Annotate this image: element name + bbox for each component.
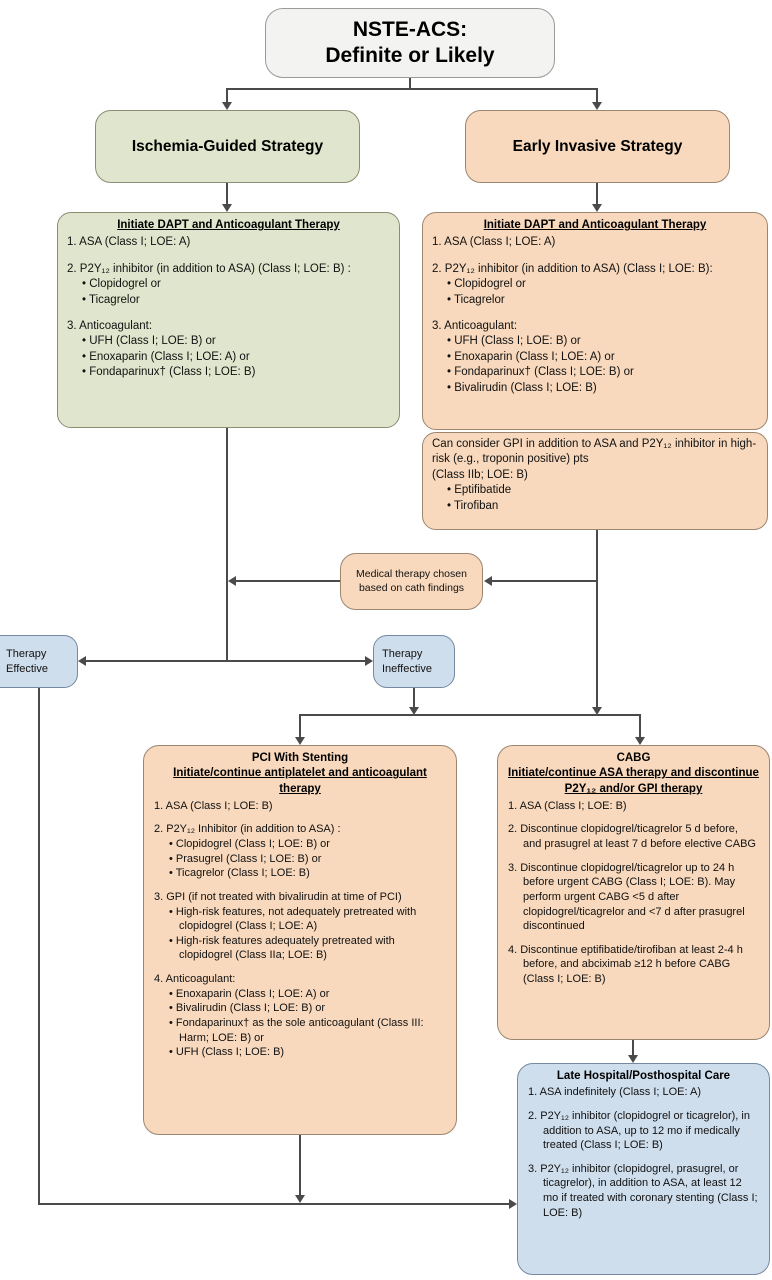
list-line: • Fondaparinux† (Class I; LOE: B) xyxy=(82,366,256,379)
arrowhead-left-icon xyxy=(484,576,492,586)
list-line: 2. P2Y₁₂ inhibitor (in addition to ASA) (Class I; LOE: B) : xyxy=(67,262,351,275)
medical-therapy-box xyxy=(340,553,483,610)
spacer xyxy=(432,308,758,319)
connector-line xyxy=(234,580,340,582)
list-line: • Bivalirudin (Class I; LOE: B) xyxy=(447,381,597,394)
connector-line xyxy=(226,183,228,204)
arrowhead-down-icon xyxy=(592,102,602,110)
list-line: 3. P2Y₁₂ inhibitor (clopidogrel, prasugrel, or ticagrelor), in addition to ASA, at least 12 mo if treated with coronary stenting (Class I; LOE: B) xyxy=(528,1162,758,1219)
connector-line xyxy=(632,1040,634,1055)
list-line: • Ticagrelor (Class I; LOE: B) xyxy=(169,867,310,880)
medical-therapy-label: Medical therapy chosen based on cath findings xyxy=(356,567,467,594)
therapy-ineffective-label: Therapy Ineffective xyxy=(382,648,432,675)
invasive-dapt-header: Initiate DAPT and Anticoagulant Therapy xyxy=(483,219,707,231)
arrowhead-down-icon xyxy=(592,204,602,212)
arrowhead-down-icon xyxy=(222,204,232,212)
arrowhead-down-icon xyxy=(222,102,232,110)
cabg-box xyxy=(497,745,770,1040)
list-line: • UFH (Class I; LOE: B) or xyxy=(82,335,216,348)
therapy-effective-label: Therapy Effective xyxy=(6,648,48,675)
list-line: • Ticagrelor xyxy=(82,293,140,306)
spacer xyxy=(508,934,759,943)
list-line: • High-risk features, not adequately pretreated with clopidogrel (Class I; LOE: A) xyxy=(169,905,417,933)
late-care-title: Late Hospital/Posthospital Care xyxy=(556,1070,731,1082)
connector-line xyxy=(596,530,598,707)
connector-line xyxy=(86,660,367,662)
therapy-ineffective-box xyxy=(373,635,455,688)
spacer xyxy=(154,963,446,972)
spacer xyxy=(67,251,390,262)
list-line: 4. Anticoagulant: xyxy=(154,973,236,986)
title-box xyxy=(265,8,555,78)
list-line: 1. ASA indefinitely (Class I; LOE: A) xyxy=(528,1086,702,1099)
list-line: 1. ASA (Class I; LOE: A) xyxy=(432,236,556,249)
list-line: • Fondaparinux† as the sole anticoagulant (Class III: Harm; LOE: B) or xyxy=(169,1016,424,1044)
arrowhead-down-icon xyxy=(628,1055,638,1063)
late-care-box xyxy=(517,1063,770,1275)
list-line: • Ticagrelor xyxy=(447,293,505,306)
connector-line xyxy=(226,428,228,662)
cabg-title: CABG xyxy=(616,752,651,764)
list-line: • Clopidogrel or xyxy=(82,278,161,291)
cabg-subtitle: Initiate/continue ASA therapy and discontinue P2Y₁₂ and/or GPI therapy xyxy=(508,767,759,795)
list-line: • Fondaparinux† (Class I; LOE: B) or xyxy=(447,366,634,379)
connector-line xyxy=(226,88,228,102)
title-line-1: NSTE-ACS: xyxy=(352,17,468,41)
list-line: • High-risk features adequately pretreated with clopidogrel (Class IIa; LOE: B) xyxy=(169,934,395,962)
arrowhead-down-icon xyxy=(635,737,645,745)
connector-line xyxy=(38,688,40,1205)
list-line: 2. P2Y₁₂ inhibitor (clopidogrel or ticagrelor), in addition to ASA, up to 12 mo if medically treated (Class I; LOE: B) xyxy=(528,1109,750,1152)
spacer xyxy=(154,813,446,822)
gpi-intro: Can consider GPI in addition to ASA and P2Y₁₂ inhibitor in high-risk (e.g., troponin positive) pts xyxy=(432,438,757,466)
connector-line xyxy=(639,714,641,737)
list-line: 3. Anticoagulant: xyxy=(432,320,518,333)
list-line: 2. Discontinue clopidogrel/ticagrelor 5 d before, and prasugrel at least 7 d before elective CABG xyxy=(508,823,756,851)
pci-subtitle: Initiate/continue antiplatelet and anticoagulant therapy xyxy=(173,767,427,795)
arrowhead-left-icon xyxy=(78,656,86,666)
arrowhead-right-icon xyxy=(365,656,373,666)
gpi-class: (Class IIb; LOE: B) xyxy=(432,468,528,481)
list-line: 2. P2Y₁₂ inhibitor (in addition to ASA) (Class I; LOE: B): xyxy=(432,262,713,275)
list-line: 2. P2Y₁₂ Inhibitor (in addition to ASA) : xyxy=(154,823,341,836)
list-line: • UFH (Class I; LOE: B) xyxy=(169,1046,285,1059)
list-line: 1. ASA (Class I; LOE: B) xyxy=(508,799,627,812)
ischemia-dapt-box xyxy=(57,212,400,428)
ischemia-strategy-box xyxy=(95,110,360,183)
ischemia-dapt-header: Initiate DAPT and Anticoagulant Therapy xyxy=(117,219,340,231)
connector-line xyxy=(596,88,598,102)
list-line: • Clopidogrel or xyxy=(447,278,526,291)
invasive-dapt-box xyxy=(422,212,768,430)
list-line: • Eptifibatide xyxy=(447,484,512,497)
gpi-box xyxy=(422,432,768,530)
connector-line xyxy=(299,714,301,737)
spacer xyxy=(508,813,759,822)
list-line: 1. ASA (Class I; LOE: B) xyxy=(154,799,273,812)
spacer xyxy=(508,852,759,861)
list-line: • Clopidogrel (Class I; LOE: B) or xyxy=(169,838,330,851)
connector-line xyxy=(596,183,598,204)
connector-line xyxy=(226,88,598,90)
list-line: • UFH (Class I; LOE: B) or xyxy=(447,335,581,348)
arrowhead-down-icon xyxy=(295,1195,305,1203)
therapy-effective-box xyxy=(0,635,78,688)
connector-line xyxy=(299,714,641,716)
spacer xyxy=(154,881,446,890)
spacer xyxy=(528,1100,759,1109)
connector-line xyxy=(299,1135,301,1196)
list-line: • Tirofiban xyxy=(447,499,499,512)
list-line: • Enoxaparin (Class I; LOE: A) or xyxy=(447,350,615,363)
ischemia-strategy-label: Ischemia-Guided Strategy xyxy=(131,137,324,155)
list-line: • Prasugrel (Class I; LOE: B) or xyxy=(169,852,322,865)
spacer xyxy=(528,1153,759,1162)
spacer xyxy=(432,251,758,262)
connector-line xyxy=(38,1203,509,1205)
list-line: 4. Discontinue eptifibatide/tirofiban at least 2-4 h before, and abciximab ≥12 h before CABG (Class I; LOE: B) xyxy=(508,943,743,986)
title-line-2: Definite or Likely xyxy=(325,44,495,67)
list-line: • Bivalirudin (Class I; LOE: B) or xyxy=(169,1002,326,1015)
list-line: 3. GPI (if not treated with bivalirudin at time of PCI) xyxy=(154,890,402,903)
early-invasive-strategy-label: Early Invasive Strategy xyxy=(512,137,683,155)
connector-line xyxy=(413,688,415,707)
connector-line xyxy=(491,580,598,582)
list-line: • Enoxaparin (Class I; LOE: A) or xyxy=(82,350,250,363)
list-line: 3. Anticoagulant: xyxy=(67,320,153,333)
list-line: • Enoxaparin (Class I; LOE: A) or xyxy=(169,987,330,1000)
list-line: 3. Discontinue clopidogrel/ticagrelor up to 24 h before urgent CABG (Class I; LOE: B). May perform urgent CABG <5 d after clopidogrel/ticagrelor and <7 d after prasugrel discontinued xyxy=(508,861,745,933)
pci-box xyxy=(143,745,457,1135)
early-invasive-strategy-box xyxy=(465,110,730,183)
arrowhead-right-icon xyxy=(509,1199,517,1209)
list-line: 1. ASA (Class I; LOE: A) xyxy=(67,236,191,249)
arrowhead-down-icon xyxy=(295,737,305,745)
pci-title: PCI With Stenting xyxy=(251,752,349,764)
arrowhead-left-icon xyxy=(228,576,236,586)
spacer xyxy=(67,308,390,319)
